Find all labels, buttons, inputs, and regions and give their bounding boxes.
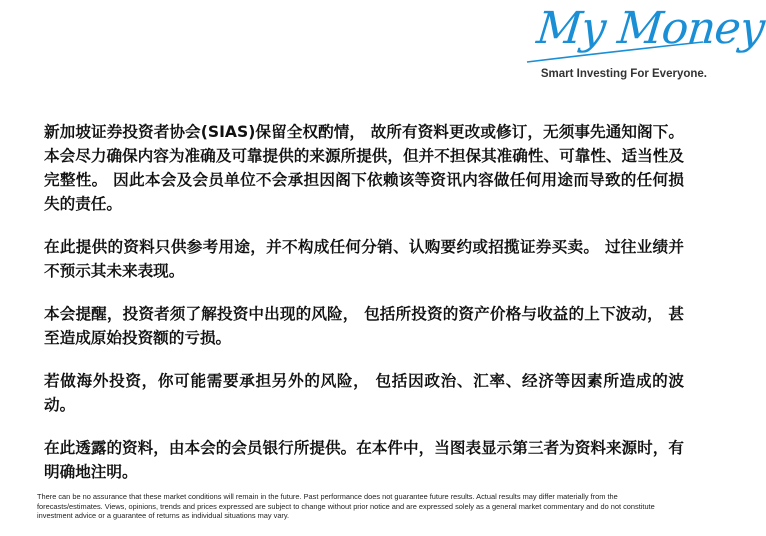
disclaimer-paragraph: 在此透露的资料，由本会的会员银行所提供。在本件中，当图表显示第三者为资料来源时，有明确地注明。: [44, 439, 684, 481]
disclaimer-paragraph: 在此提供的资料只供参考用途，并不构成任何分销、认购要约或招揽证券买卖。 过往业绩并不预示其未来表现。: [44, 238, 684, 280]
disclaimer-paragraph: 本会提醒，投资者须了解投资中出现的风险， 包括所投资的资产价格与收益的上下波动， 甚至造成原始投资额的亏损。: [44, 305, 684, 347]
logo-wordmark: My Money: [534, 3, 766, 54]
footer-disclaimer: There can be no assurance that these market conditions will remain in the future. Past performance does not guarantee future results. Actual results may differ materially from the forecasts/estimates. Views, opinions, trends and prices expressed are subject to change without prior notice and are expressed solely as a general market commentary and do not constitute investment advice or a guarantee of returns as individual situations may vary.: [37, 492, 655, 521]
disclaimer-body: [44, 120, 684, 503]
my-money-logo: [519, 2, 766, 90]
logo-tagline: Smart Investing For Everyone.: [540, 68, 707, 80]
disclaimer-paragraph: 若做海外投资，你可能需要承担另外的风险， 包括因政治、汇率、经济等因素所造成的波动。: [44, 372, 684, 414]
disclaimer-paragraph: 新加坡证券投资者协会(SIAS)保留全权酌情， 故所有资料更改或修订，无须事先通知阁下。本会尽力确保内容为准确及可靠提供的来源所提供，但并不担保其准确性、可靠性、适当性及完整性。 因此本会及会员单位不会承担因阁下依赖该等资讯内容做任何用途而导致的任何损失的责任。: [44, 123, 684, 213]
